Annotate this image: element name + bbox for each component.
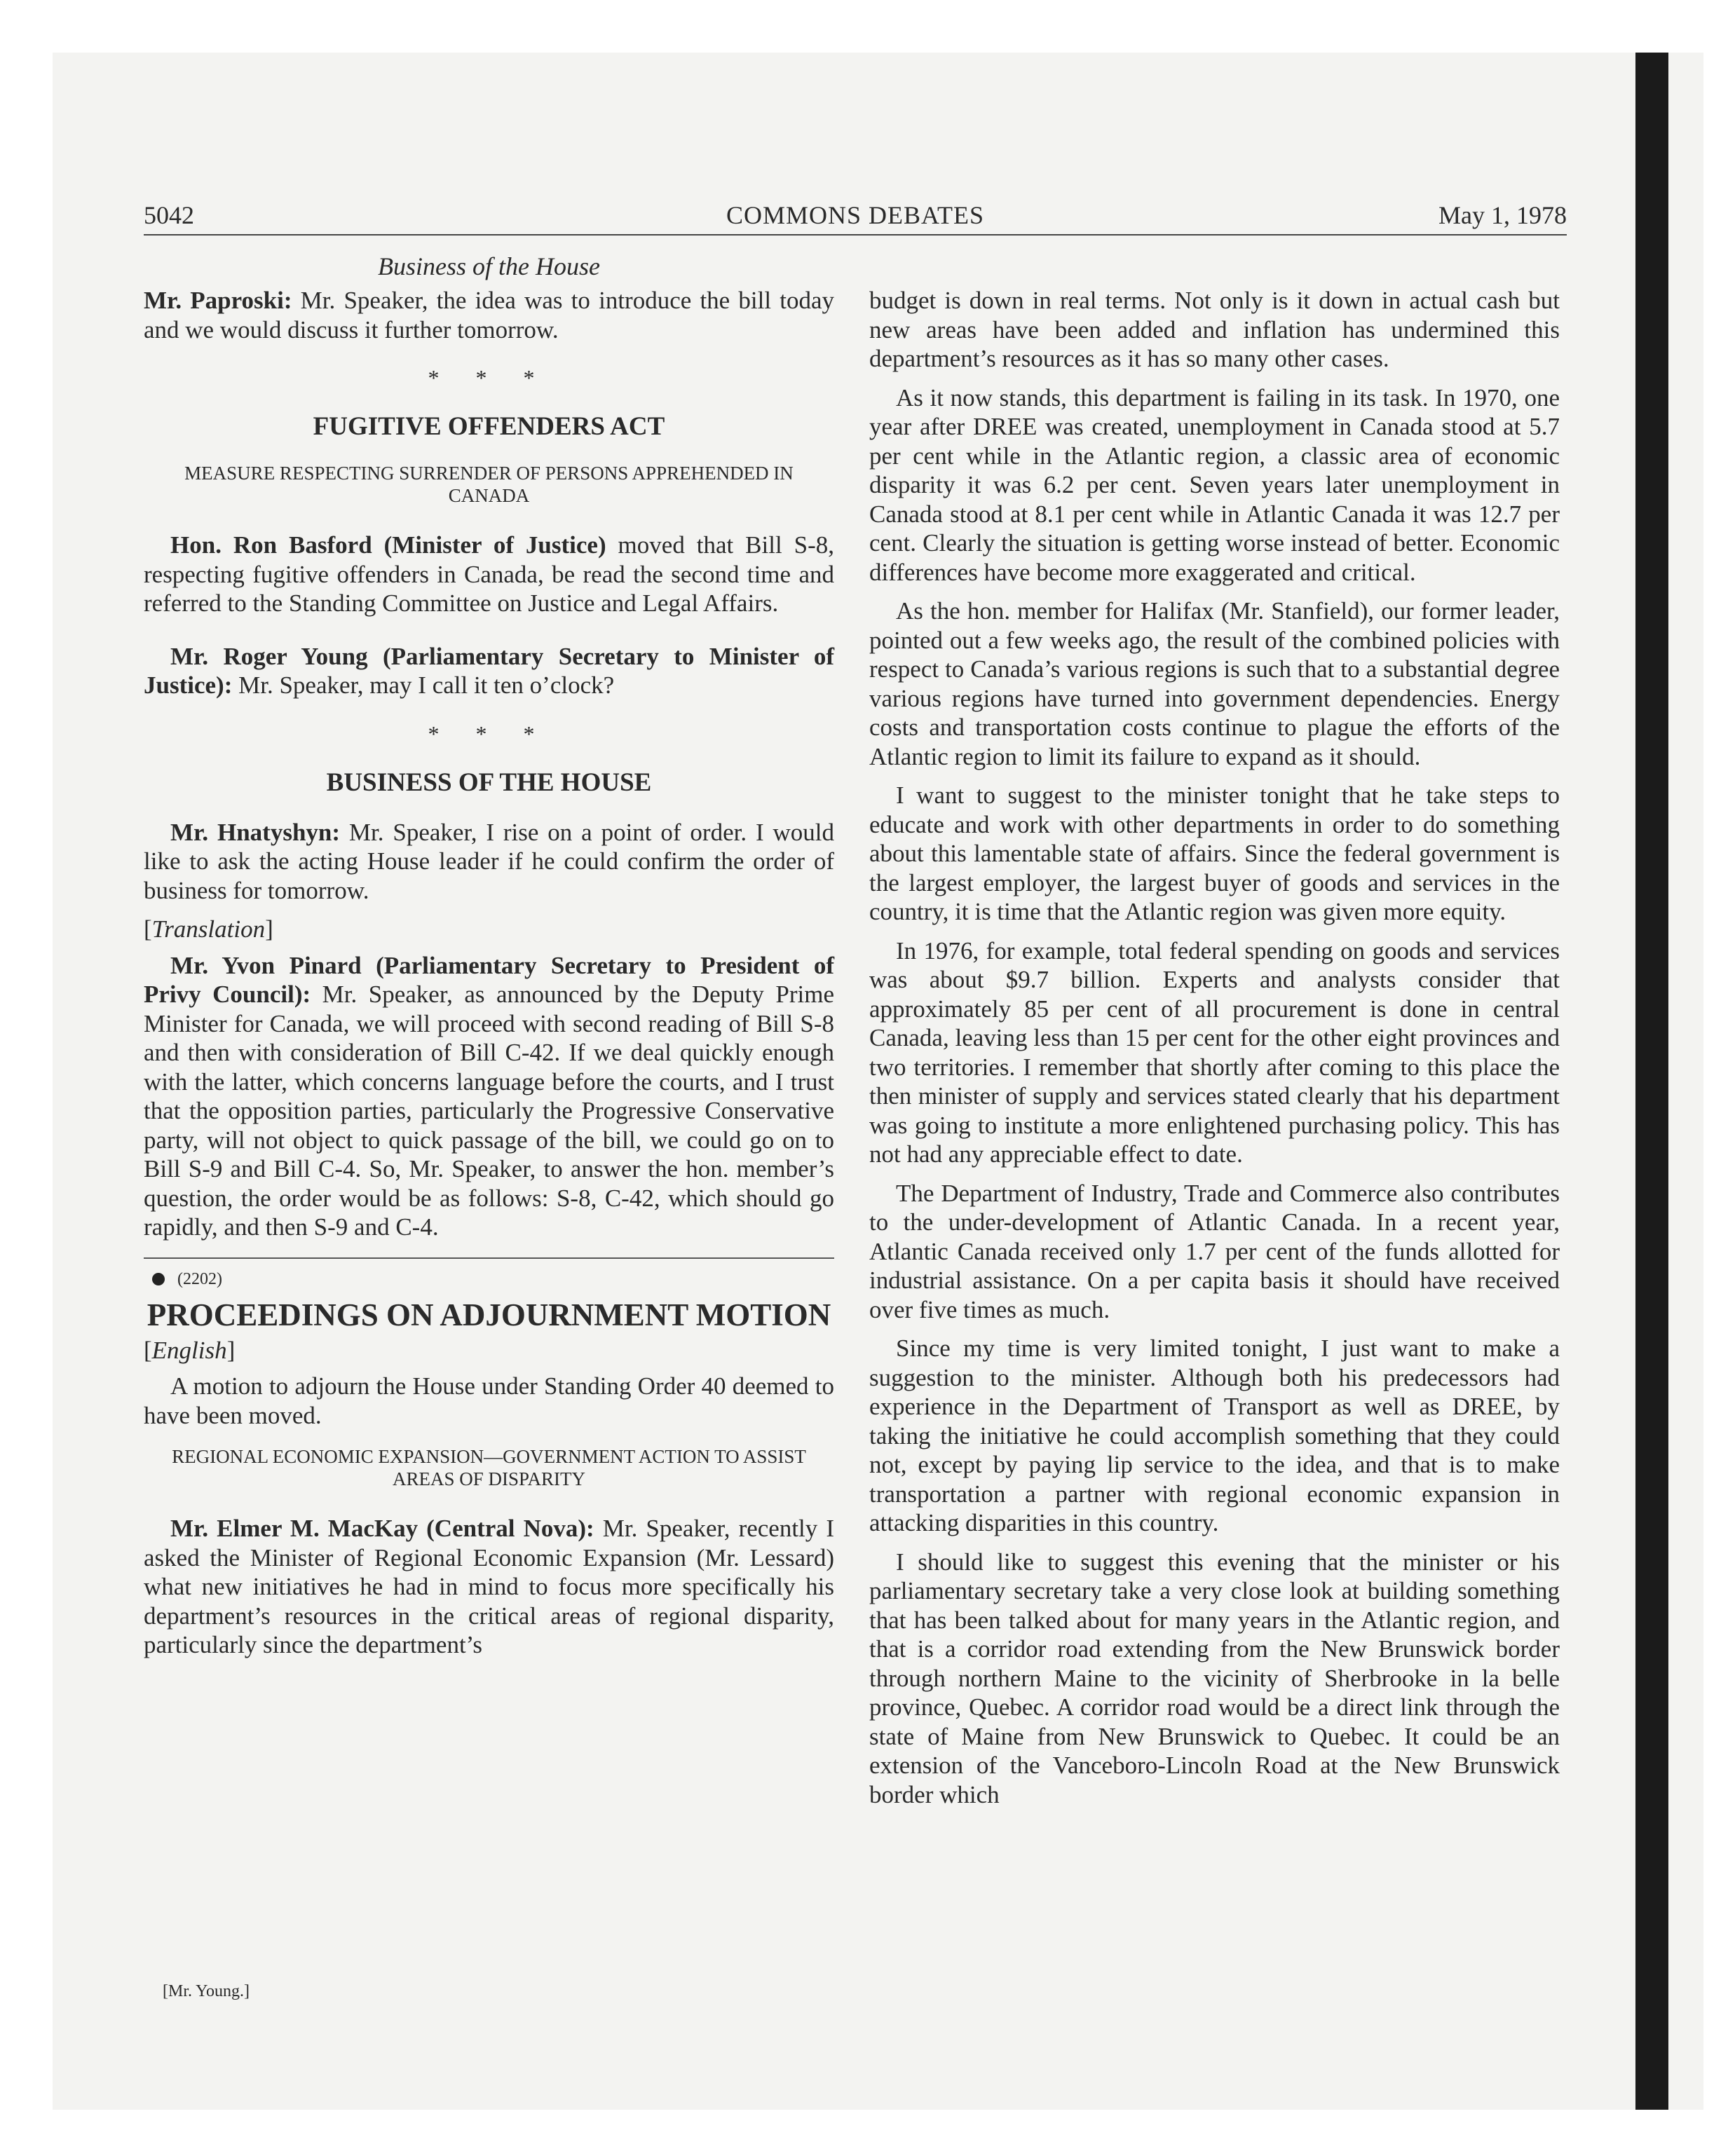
paragraph: budget is down in real terms. Not only is it down in actual cash but new areas have been added and inflation has undermined this department’s resources as it has so many other cases.	[869, 287, 1560, 372]
paragraph: The Department of Industry, Trade and Commerce also contributes to the under-development of Atlantic Canada. In a recent year, Atlantic Canada received only 1.7 per cent of the funds allotted for industrial assistance. On a per capita basis it should have received over five times as much.	[869, 1179, 1560, 1323]
major-heading: PROCEEDINGS ON ADJOURNMENT MOTION	[147, 1297, 831, 1332]
speech-text: Mr. Speaker, recently I asked the Minister of Regional Economic Expansion (Mr. Lessard) what new initiatives he had in mind to focus more specifically his department’s resources in the critical areas of regional disparity, particularly since the department’s	[144, 1515, 835, 1658]
bullet-icon	[152, 1273, 165, 1285]
page-number: 5042	[144, 201, 194, 229]
speech-text: Mr. Speaker, as announced by the Deputy Prime Minister for Canada, we will proceed with second reading of Bill S-8 and then with consideration of Bill C-42. If we deal quickly enough with the latter, which concerns language before the courts, and I trust that the opposition parties, particularly the Progressive Conservative party, will not object to quick passage of the bill, we could go on to Bill S-9 and Bill C-4. So, Mr. Speaker, to answer the hon. member’s question, the order would be as follows: S-8, C-42, which should go rapidly, and then S-9 and C-4.	[144, 981, 835, 1241]
left-column	[144, 286, 834, 1670]
speech-text: Mr. Speaker, the idea was to introduce the bill today and we would discuss it further tomorrow.	[144, 287, 834, 343]
paragraph: I should like to suggest this evening that the minister or his parliamentary secretary take a very close look at building something that has been talked about for many years in the Atlantic region, and that is a corridor road extending from the New Brunswick border through northern Maine to the vicinity of Sherbrooke in la belle province, Quebec. A corridor road would be a direct link through the state of Maine from New Brunswick to Quebec. It could be an extension of the Vanceboro-Lincoln Road at the New Brunswick border which	[869, 1548, 1560, 1808]
paragraph: As it now stands, this department is failing in its task. In 1970, one year after DREE was created, unemployment in Canada stood at 5.7 per cent while in the Atlantic region, a classic area of economic disparity it was 6.2 per cent. Seven years later unemployment in Canada stood at 8.1 per cent while in Atlantic Canada it was 12.7 per cent. Clearly the situation is getting worse instead of better. Economic differences have become more exaggerated and critical.	[869, 383, 1560, 586]
publication-title: COMMONS DEBATES	[726, 201, 985, 229]
speech-mackay	[144, 1514, 834, 1660]
page-header	[144, 198, 1567, 236]
english-tag: [English]	[144, 1336, 236, 1364]
section-heading: BUSINESS OF THE HOUSE	[326, 767, 652, 797]
translation-tag: [Translation]	[144, 915, 273, 943]
footnote: [Mr. Young.]	[163, 1982, 250, 2000]
section-heading: FUGITIVE OFFENDERS ACT	[313, 412, 665, 441]
speaker-name: Hon. Ron Basford (Minister of Justice)	[170, 531, 606, 559]
speech-text: moved that Bill S-8, respecting fugitive offenders in Canada, be read the second time and referred to the Standing Committee on Justice and Legal Affairs.	[144, 531, 834, 617]
speech-hnatyshyn	[144, 818, 834, 906]
running-head: Business of the House	[378, 252, 600, 280]
speaker-name: Mr. Roger Young (Parliamentary Secretary to Minister of Justice):	[144, 642, 834, 699]
speaker-name: Mr. Yvon Pinard (Parliamentary Secretary to President of Privy Council):	[144, 951, 834, 1008]
paragraph: I want to suggest to the minister tonight that he take steps to educate and work with other departments in order to do something about this lamentable state of affairs. Since the federal government is the largest employer, the largest buyer of goods and services in the country, it is time that the Atlantic region was given more equity.	[869, 782, 1560, 925]
paragraph: As the hon. member for Halifax (Mr. Stanfield), our former leader, pointed out a few weeks ago, the result of the combined policies with respect to Canada’s various regions is such that to a substantial degree various regions have turned into government dependencies. Energy costs and transportation costs continue to plague the efforts of the Atlantic region to limit its failure to expand as it should.	[869, 597, 1560, 770]
paragraph: In 1976, for example, total federal spending on goods and services was about $9.7 billion. Experts and analysts consider that approximately 85 per cent of all procurement is done in central Canada, leaving less than 15 per cent for the other eight provinces and two territories. I remember that shortly after coming to this place the then minister of supply and services stated clearly that his department was going to institute a more enlightened purchasing policy. This has not had any appreciable effect to date.	[869, 936, 1560, 1168]
speech-pinard	[144, 951, 834, 1242]
right-column	[869, 286, 1560, 1819]
paragraph: Since my time is very limited tonight, I just want to make a suggestion to the minister. Although both his predecessors had experience in the Department of Transport as well as DREE, by taking the initiative he could accomplish something that they could not, except by paying lip service to the idea, and that is to make transportation a partner with regional economic expansion in attacking disparities in this country.	[869, 1335, 1560, 1536]
speech-text: Mr. Speaker, I rise on a point of order. I would like to ask the acting House leader if he could confirm the order of business for tomorrow.	[144, 818, 834, 904]
section-subheading: REGIONAL ECONOMIC EXPANSION—GOVERNMENT ACTION TO ASSIST AREAS OF DISPARITY	[172, 1446, 806, 1489]
page-date: May 1, 1978	[1438, 201, 1567, 229]
section-separator: * * *	[428, 721, 550, 746]
speaker-name: Mr. Hnatyshyn:	[170, 818, 341, 846]
section-separator: * * *	[428, 365, 550, 390]
divider-rule	[144, 1257, 834, 1259]
speech-text: Mr. Speaker, may I call it ten o’clock?	[232, 671, 615, 699]
scan-edge-shadow	[1635, 53, 1668, 2110]
speech-basford	[144, 531, 834, 618]
section-subheading: MEASURE RESPECTING SURRENDER OF PERSONS APPREHENDED IN CANADA	[184, 463, 794, 506]
speech-paproski	[144, 286, 834, 344]
speaker-name: Mr. Elmer M. MacKay (Central Nova):	[170, 1515, 594, 1542]
speech-young	[144, 642, 834, 700]
speaker-name: Mr. Paproski:	[144, 287, 292, 314]
time-marker: (2202)	[144, 1269, 834, 1290]
adjournment-notice: A motion to adjourn the House under Standing Order 40 deemed to have been moved.	[144, 1372, 834, 1429]
